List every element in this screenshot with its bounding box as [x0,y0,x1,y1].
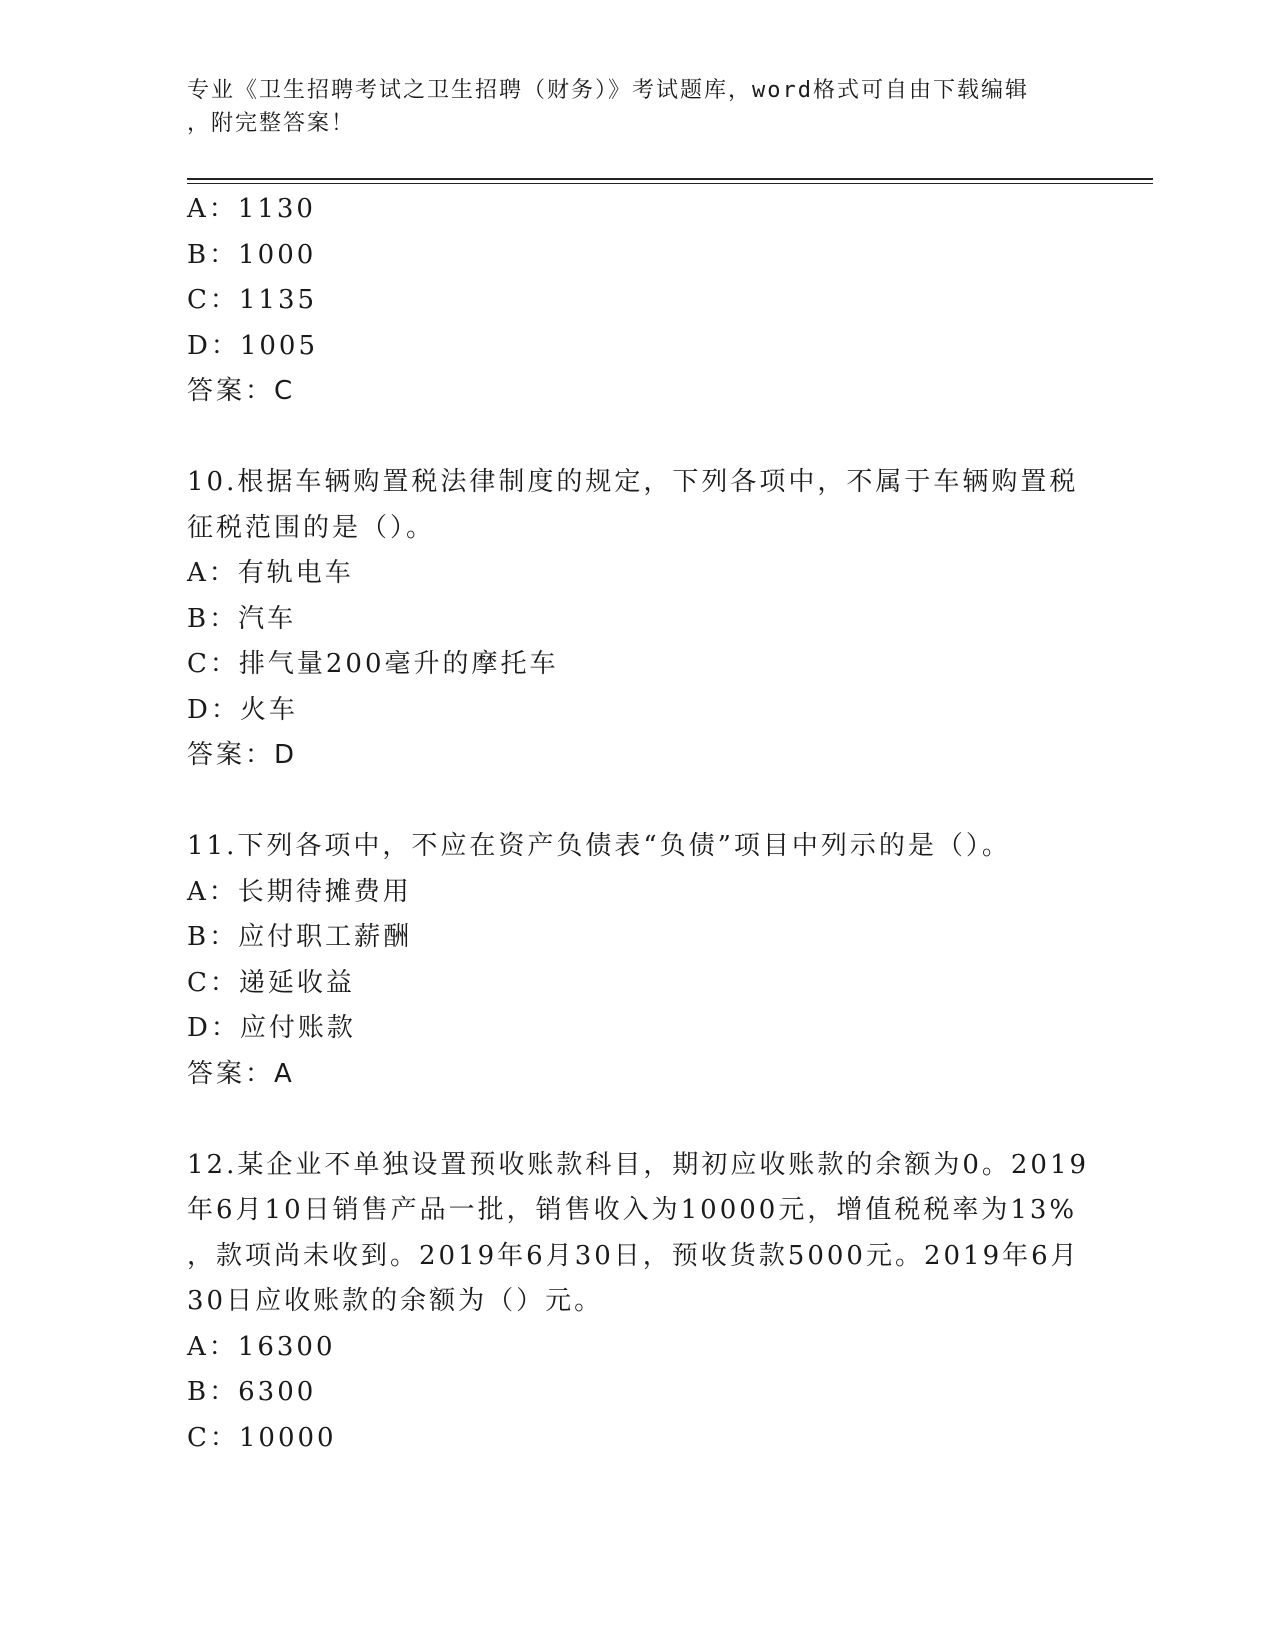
question-stem: 11.下列各项中，不应在资产负债表“负债”项目中列示的是（）。 [187,831,1011,861]
option-a: A：1130 [187,194,316,224]
question-9 [187,187,1067,415]
question-10 [187,460,1079,779]
spacer [187,415,1067,461]
header-divider [187,178,1153,184]
option-c: C：排气量200毫升的摩托车 [187,649,559,679]
question-11 [187,824,1067,1097]
header-line-2: ，附完整答案！ [187,111,356,136]
question-stem: 12.某企业不单独设置预收账款科目，期初应收账款的余额为0。2019 [187,1149,1090,1180]
option-b: B：1000 [187,239,317,270]
answer: 答案：C [187,376,296,406]
option-a: A：长期待摊费用 [187,876,412,907]
answer: 答案：A [187,1058,295,1089]
option-c: C：递延收益 [187,967,355,998]
document-header [187,74,1067,140]
option-c: C：1135 [187,285,318,315]
option-a: A：16300 [187,1331,336,1362]
spacer [187,1097,1067,1143]
option-b: B：应付职工薪酬 [187,922,413,952]
option-d: D：1005 [187,330,319,361]
question-stem: 年6月10日销售产品一批，销售收入为10000元，增值税税率为13% [187,1195,1078,1225]
option-d: D：应付账款 [187,1013,356,1043]
option-a: A：有轨电车 [187,558,354,588]
question-stem: 10.根据车辆购置税法律制度的规定，下列各项中，不属于车辆购置税 [187,467,1079,497]
question-stem: 30日应收账款的余额为（）元。 [187,1286,604,1316]
question-stem: 征税范围的是（）。 [187,512,436,543]
question-list [187,187,1090,1461]
answer: 答案：D [187,740,298,770]
option-c: C：10000 [187,1422,337,1453]
option-b: B：汽车 [187,603,297,634]
question-stem: ，款项尚未收到。2019年6月30日，预收货款5000元。2019年6月 [187,1240,1080,1271]
option-b: B：6300 [187,1377,317,1407]
header-line-1: 专业《卫生招聘考试之卫生招聘（财务）》考试题库，word格式可自由下载编辑 [187,78,1029,103]
option-d: D：火车 [187,694,298,725]
question-12 [187,1143,1090,1462]
spacer [187,779,1067,825]
